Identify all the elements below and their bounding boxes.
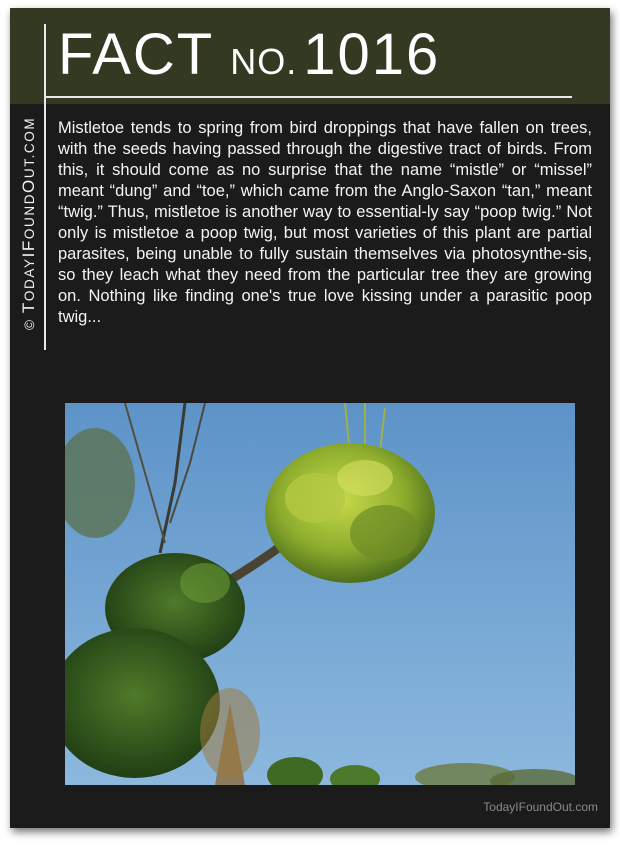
fact-title: [58, 22, 441, 87]
vertical-rule: [44, 24, 46, 350]
mistletoe-photo-illustration: [65, 403, 575, 785]
brand-tld: .COM: [22, 116, 37, 159]
brand-out-initial: O: [19, 178, 38, 193]
fact-number: 1016: [303, 22, 441, 87]
horizontal-rule: [44, 96, 572, 98]
brand-i: I: [19, 251, 38, 258]
fact-label: FACT: [58, 22, 215, 87]
fact-body-text: Mistletoe tends to spring from bird droppings that have fallen on trees, with the seeds having passed through the digestive tract of birds. From this, it should come as no surprise that the name “mistle” or “missel” meant “dung” and “toe,” which came from the Anglo-Saxon “tan,” meant “twig.” Thus, mistletoe is another way to essential-ly say “poop twig.” Not only is mistletoe a poop twig, but most varieties of this plant are partial parasites, being unable to fully sustain themselves via photosynthe-sis, so they leach what they need from the particular tree they are growing on. Nothing like finding one's true love kissing under a parasitic poop twig...: [58, 119, 592, 326]
fact-card: [10, 8, 610, 828]
copyright-symbol: ©: [22, 318, 37, 330]
brand-today: ODAY: [22, 257, 37, 302]
brand-found-initial: F: [19, 239, 38, 252]
footer-site-credit: TodayIFoundOut.com: [483, 800, 598, 814]
brand-out: UT: [22, 158, 37, 179]
side-credit: [18, 30, 40, 330]
brand-today-initial: T: [19, 301, 38, 314]
mistletoe-photo: [65, 403, 575, 785]
fact-number-label: NO.: [230, 41, 298, 82]
brand-found: OUND: [22, 192, 37, 240]
